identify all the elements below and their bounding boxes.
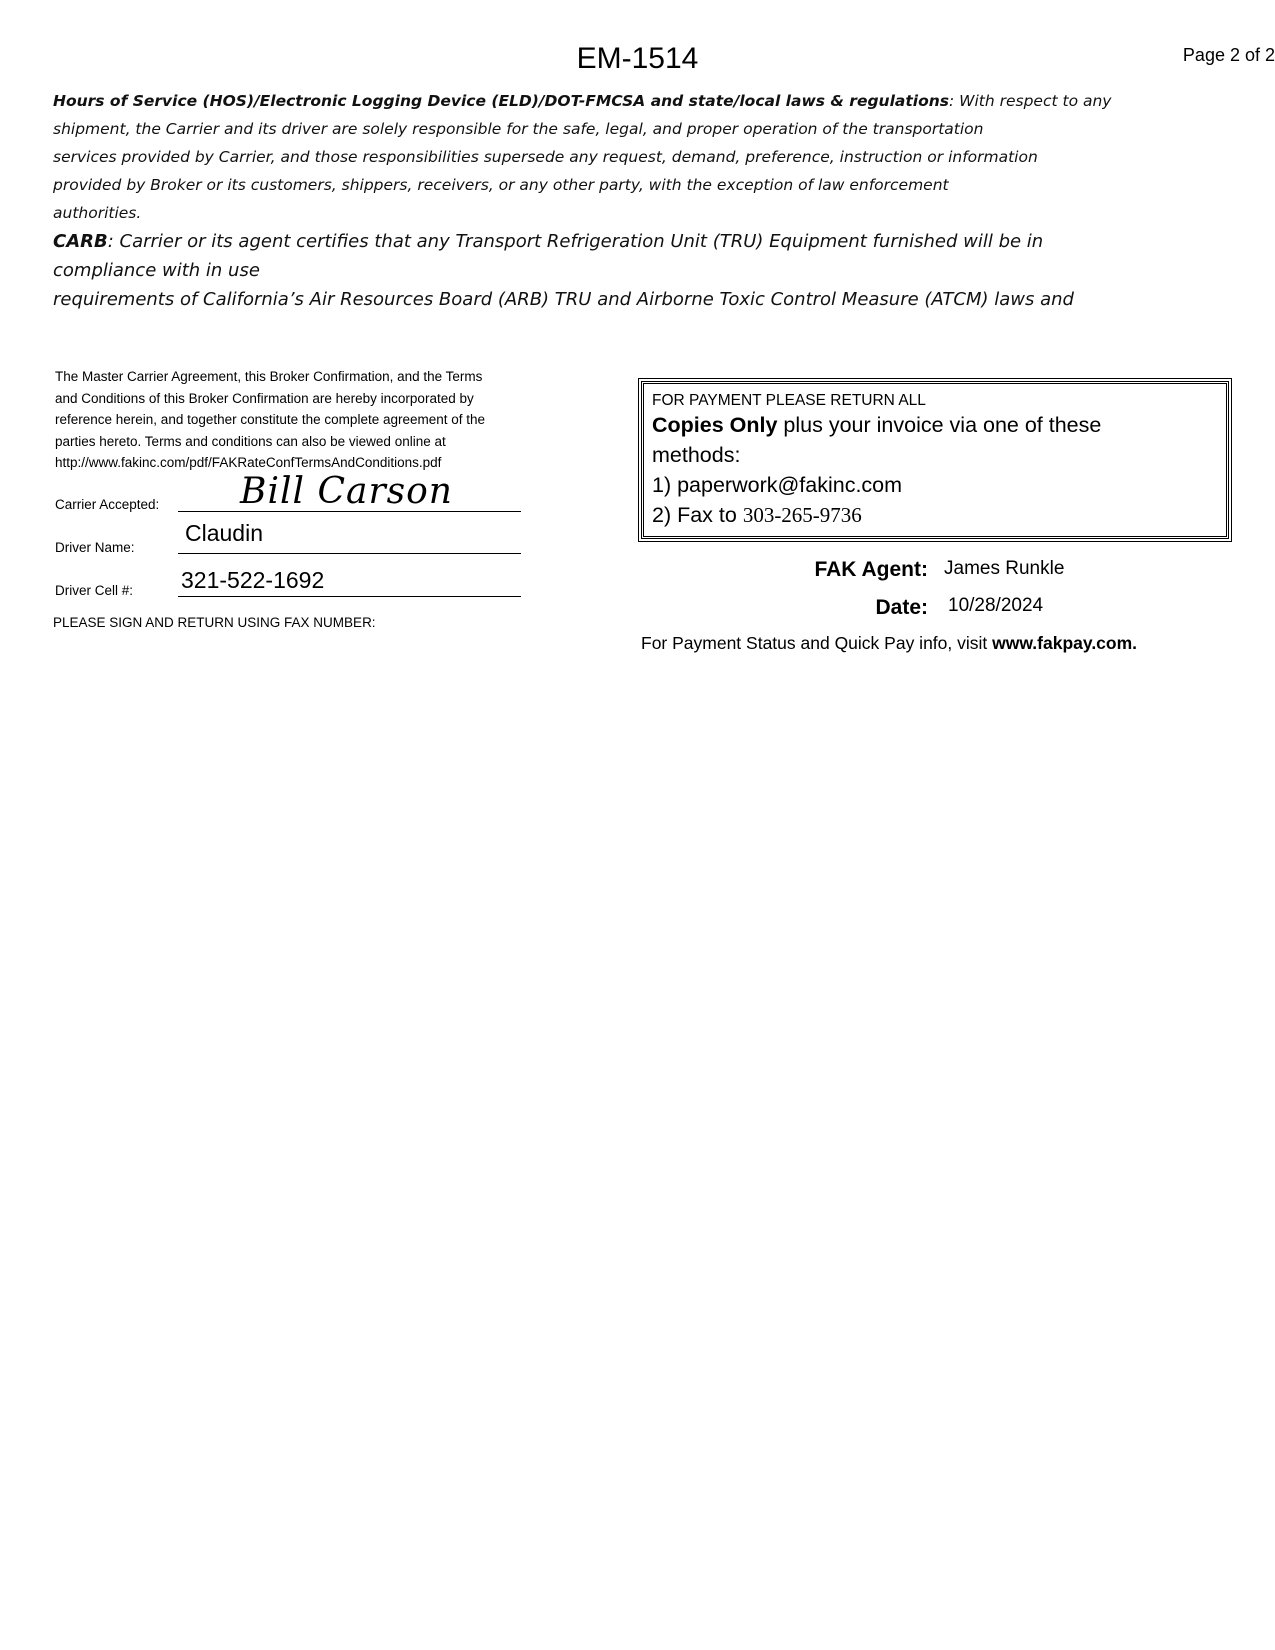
payment-box-heading: FOR PAYMENT PLEASE RETURN ALL <box>652 392 926 409</box>
driver-cell-line <box>178 596 521 597</box>
agreement-link[interactable]: http://www.fakinc.com/pdf/FAKRateConfTermsAndConditions.pdf <box>55 455 442 470</box>
carb-first-line <box>53 227 1044 256</box>
driver-name-label: Driver Name: <box>55 540 135 555</box>
agreement-text <box>55 366 555 474</box>
copies-only-emphasis: Copies Only <box>652 413 778 437</box>
payment-box-text: plus your invoice via one of these <box>777 413 1102 437</box>
terms-section <box>53 87 1112 314</box>
carb-text: : Carrier or its agent certifies that any Transport Refrigeration Unit (TRU) Equipment furnished will be in <box>107 231 1044 252</box>
hos-text: shipment, the Carrier and its driver are solely responsible for the safe, legal, and proper operation of the transportation <box>53 120 984 138</box>
payment-instructions-box <box>641 381 1229 539</box>
carrier-signature[interactable]: Bill Carson <box>240 471 453 512</box>
driver-cell-field[interactable]: 321-522-1692 <box>181 567 325 593</box>
carb-heading: CARB <box>53 231 108 252</box>
payment-email[interactable]: 1) paperwork@fakinc.com <box>652 473 903 497</box>
hos-text: services provided by Carrier, and those responsibilities supersede any request, demand, preference, instruction or information <box>53 148 1038 166</box>
fak-agent-label: FAK Agent: <box>814 558 928 581</box>
carrier-accepted-label: Carrier Accepted: <box>55 497 160 512</box>
hos-first-line <box>53 87 1112 115</box>
fak-agent-name: James Runkle <box>944 558 1065 579</box>
fax-number: 303-265-9736 <box>742 503 862 527</box>
document-title: EM-1514 <box>576 42 699 75</box>
agreement-line: and Conditions of this Broker Confirmation are hereby incorporated by <box>55 390 474 406</box>
payment-box-line <box>652 410 1220 440</box>
agreement-line: reference herein, and together constitute the complete agreement of the <box>55 412 486 427</box>
fakpay-link[interactable]: www.fakpay.com. <box>992 633 1138 653</box>
payment-status-note <box>641 632 1137 654</box>
fax-prefix: 2) Fax to <box>652 503 743 527</box>
payment-fax-line <box>652 500 1220 530</box>
date-value: 10/28/2024 <box>948 595 1044 616</box>
payment-status-text: For Payment Status and Quick Pay info, visit <box>641 633 993 653</box>
hos-heading: Hours of Service (HOS)/Electronic Logging Device (ELD)/DOT-FMCSA and state/local laws & regulations <box>53 92 949 110</box>
hos-text: provided by Broker or its customers, shippers, receivers, or any other party, with the exception of law enforcement <box>53 176 949 194</box>
page-number: Page 2 of 2 <box>1182 45 1275 65</box>
agreement-line: The Master Carrier Agreement, this Broker Confirmation, and the Terms <box>55 369 483 384</box>
carb-text: requirements of California’s Air Resources Board (ARB) TRU and Airborne Toxic Control Measure (ATCM) laws and <box>53 289 1074 310</box>
fax-instruction: PLEASE SIGN AND RETURN USING FAX NUMBER: <box>53 615 376 630</box>
hos-text: : With respect to any <box>949 92 1112 110</box>
driver-cell-label: Driver Cell #: <box>55 583 134 598</box>
driver-name-line <box>178 553 521 554</box>
agreement-line: parties hereto. Terms and conditions can also be viewed online at <box>55 433 446 449</box>
driver-name-field[interactable]: Claudin <box>185 520 263 546</box>
hos-text: authorities. <box>53 204 142 222</box>
date-label: Date: <box>875 596 928 619</box>
carb-text: compliance with in use <box>53 260 260 281</box>
payment-box-methods: methods: <box>652 443 741 467</box>
